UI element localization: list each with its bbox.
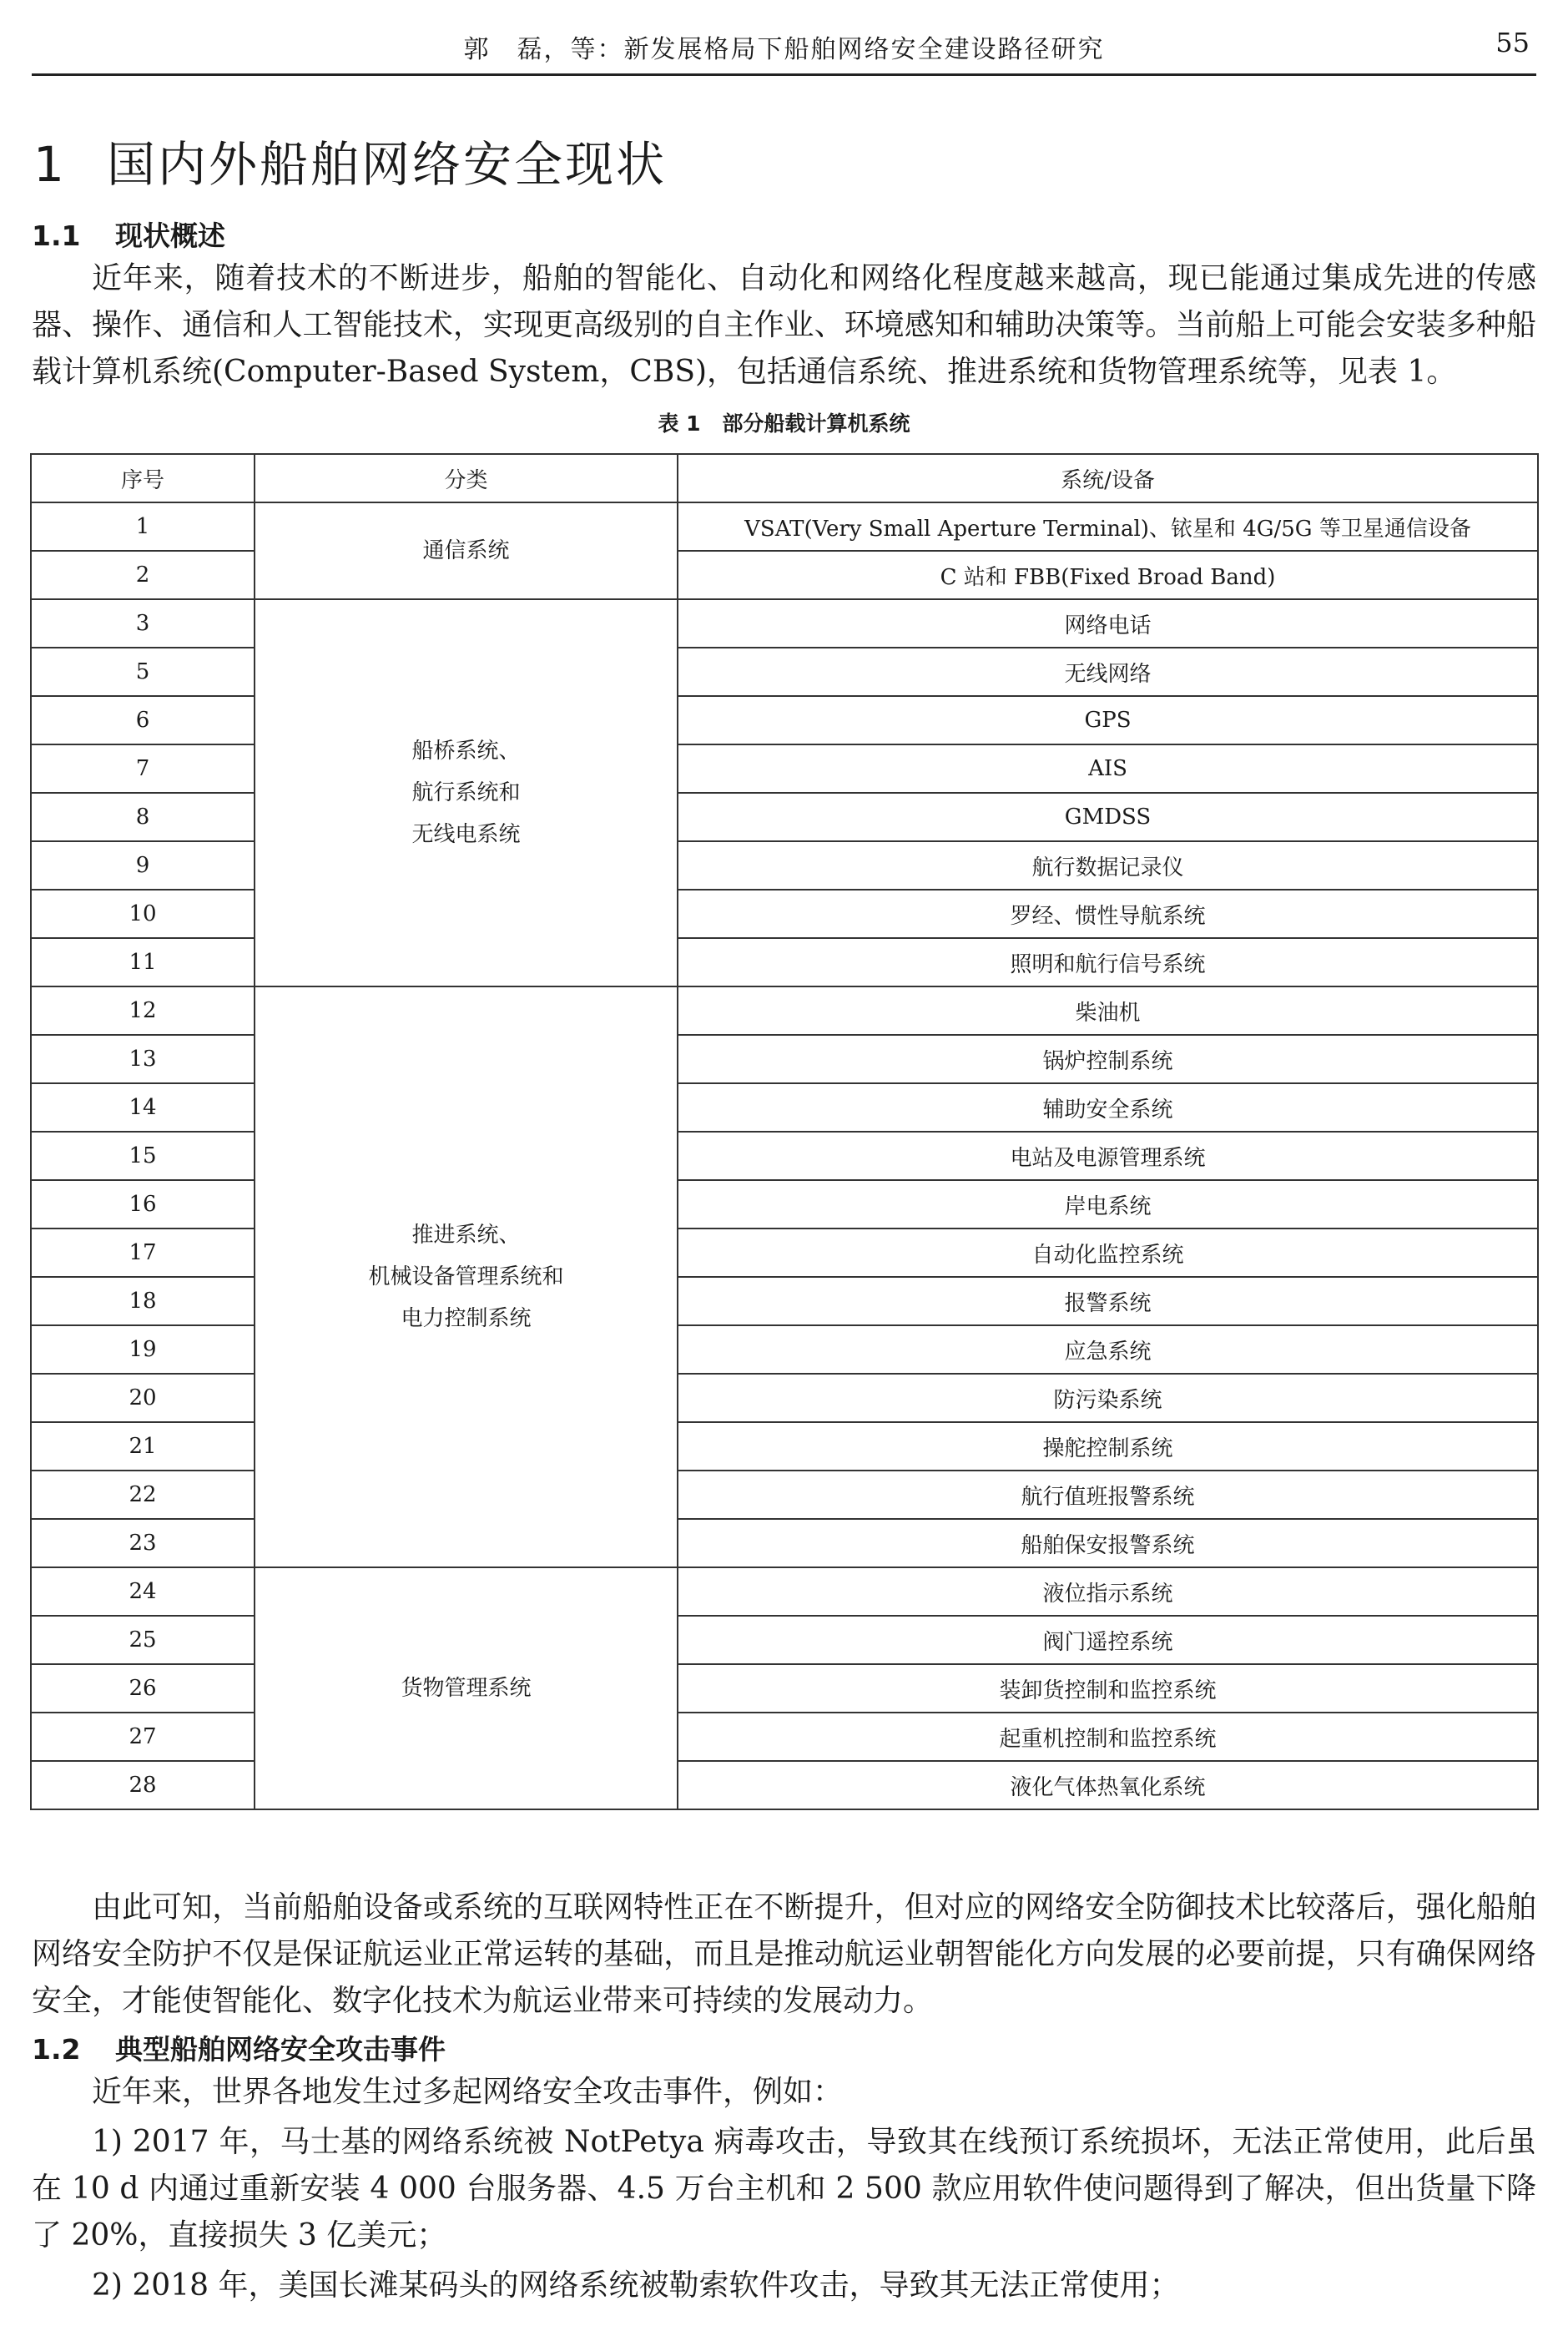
subsection-number: 1.1 <box>32 219 81 252</box>
row-index: 9 <box>31 841 255 890</box>
row-index: 20 <box>31 1374 255 1422</box>
table-caption-text: 部分船载计算机系统 <box>722 411 910 436</box>
system-device-cell: 电站及电源管理系统 <box>678 1132 1538 1180</box>
category-cell <box>255 986 678 1567</box>
row-index: 26 <box>31 1664 255 1713</box>
system-device-cell: 岸电系统 <box>678 1180 1538 1229</box>
table-row <box>31 502 1538 551</box>
row-index: 18 <box>31 1277 255 1325</box>
category-line: 通信系统 <box>422 538 510 563</box>
system-device-cell: 柴油机 <box>678 986 1538 1035</box>
table-row <box>31 1567 1538 1616</box>
system-device-cell: 阀门遥控系统 <box>678 1616 1538 1664</box>
system-device-cell: 照明和航行信号系统 <box>678 938 1538 986</box>
subsection-number: 1.2 <box>32 2033 81 2066</box>
row-index: 8 <box>31 793 255 841</box>
header-index: 序号 <box>31 454 255 502</box>
system-device-cell: 操舵控制系统 <box>678 1422 1538 1471</box>
overview-paragraph: 近年来，随着技术的不断进步，船舶的智能化、自动化和网络化程度越来越高，现已能通过集成先进的传感器、操作、通信和人工智能技术，实现更高级别的自主作业、环境感知和辅助决策等。当前船上可能会安装多种船载计算机系统(Computer-Based System，CBS)，包括通信系统、推进系统和货物管理系统等，见表 1。 <box>32 261 1536 389</box>
cbs-systems-table <box>30 453 1539 1810</box>
table-label: 表 1 <box>658 411 701 436</box>
analysis-paragraph: 由此可知，当前船舶设备或系统的互联网特性正在不断提升，但对应的网络安全防御技术比较落后，强化船舶网络安全防护不仅是保证航运业正常运转的基础，而且是推动航运业朝智能化方向发展的必要前提，只有确保网络安全，才能使智能化、数字化技术为航运业带来可持续的发展动力。 <box>32 1890 1536 2018</box>
category-line: 机械设备管理系统和 <box>368 1264 564 1289</box>
running-header <box>32 23 1536 76</box>
category-line: 船桥系统、 <box>411 739 521 764</box>
category-line: 电力控制系统 <box>401 1306 532 1331</box>
system-device-cell: 辅助安全系统 <box>678 1083 1538 1132</box>
table-row <box>31 599 1538 648</box>
row-index: 2 <box>31 551 255 599</box>
row-index: 11 <box>31 938 255 986</box>
row-index: 3 <box>31 599 255 648</box>
row-index: 15 <box>31 1132 255 1180</box>
system-device-cell: 船舶保安报警系统 <box>678 1519 1538 1567</box>
system-device-cell: 装卸货控制和监控系统 <box>678 1664 1538 1713</box>
table-row <box>31 986 1538 1035</box>
section-title: 国内外船舶网络安全现状 <box>107 136 668 193</box>
subsection-heading-1-2 <box>32 2028 446 2067</box>
row-index: 14 <box>31 1083 255 1132</box>
table-caption <box>0 407 1568 437</box>
section-number: 1 <box>33 136 67 193</box>
running-title: 郭 磊，等：新发展格局下船舶网络安全建设路径研究 <box>463 35 1105 64</box>
row-index: 23 <box>31 1519 255 1567</box>
category-line: 推进系统、 <box>411 1223 521 1248</box>
system-device-cell: 无线网络 <box>678 648 1538 696</box>
category-cell <box>255 599 678 986</box>
page-number: 55 <box>1495 27 1530 58</box>
row-index: 25 <box>31 1616 255 1664</box>
category-cell <box>255 1567 678 1809</box>
system-device-cell: 锅炉控制系统 <box>678 1035 1538 1083</box>
incident-item: 2) 2018 年，美国长滩某码头的网络系统被勒索软件攻击，导致其无法正常使用； <box>92 2268 1180 2303</box>
system-device-cell: 网络电话 <box>678 599 1538 648</box>
subsection-title: 典型船舶网络安全攻击事件 <box>115 2033 446 2066</box>
subsection-title: 现状概述 <box>115 219 225 252</box>
header-category: 分类 <box>255 454 678 502</box>
category-line: 货物管理系统 <box>401 1676 532 1701</box>
row-index: 1 <box>31 502 255 551</box>
row-index: 28 <box>31 1761 255 1809</box>
row-index: 22 <box>31 1471 255 1519</box>
system-device-cell: C 站和 FBB(Fixed Broad Band) <box>678 551 1538 599</box>
system-device-cell: AIS <box>678 744 1538 793</box>
system-device-cell: VSAT(Very Small Aperture Terminal)、铱星和 4G/5G 等卫星通信设备 <box>678 502 1538 551</box>
system-device-cell: GMDSS <box>678 793 1538 841</box>
system-device-cell: 液化气体热氧化系统 <box>678 1761 1538 1809</box>
system-device-cell: 起重机控制和监控系统 <box>678 1713 1538 1761</box>
system-device-cell: 液位指示系统 <box>678 1567 1538 1616</box>
row-index: 12 <box>31 986 255 1035</box>
table-header-row <box>31 454 1538 502</box>
row-index: 10 <box>31 890 255 938</box>
system-device-cell: 航行数据记录仪 <box>678 841 1538 890</box>
system-device-cell: 应急系统 <box>678 1325 1538 1374</box>
section-heading-1 <box>33 125 667 195</box>
header-system: 系统/设备 <box>678 454 1538 502</box>
row-index: 21 <box>31 1422 255 1471</box>
row-index: 5 <box>31 648 255 696</box>
system-device-cell: 报警系统 <box>678 1277 1538 1325</box>
subsection-heading-1-1 <box>32 214 225 254</box>
row-index: 13 <box>31 1035 255 1083</box>
system-device-cell: 罗经、惯性导航系统 <box>678 890 1538 938</box>
row-index: 19 <box>31 1325 255 1374</box>
incidents-intro: 近年来，世界各地发生过多起网络安全攻击事件，例如： <box>92 2075 844 2109</box>
row-index: 27 <box>31 1713 255 1761</box>
system-device-cell: 自动化监控系统 <box>678 1229 1538 1277</box>
row-index: 6 <box>31 696 255 744</box>
category-cell <box>255 502 678 599</box>
row-index: 24 <box>31 1567 255 1616</box>
system-device-cell: 防污染系统 <box>678 1374 1538 1422</box>
row-index: 16 <box>31 1180 255 1229</box>
category-line: 无线电系统 <box>411 822 521 847</box>
system-device-cell: 航行值班报警系统 <box>678 1471 1538 1519</box>
category-line: 航行系统和 <box>411 780 521 805</box>
table-body <box>31 502 1538 1809</box>
system-device-cell: GPS <box>678 696 1538 744</box>
row-index: 17 <box>31 1229 255 1277</box>
incident-item: 1) 2017 年，马士基的网络系统被 NotPetya 病毒攻击，导致其在线预订系统损坏，无法正常使用，此后虽在 10 d 内通过重新安装 4 000 台服务器、4.5 万台主机和 2 500 款应用软件使问题得到了解决，但出货量下降了 20%，直接损失 3 亿美元； <box>32 2125 1536 2253</box>
row-index: 7 <box>31 744 255 793</box>
